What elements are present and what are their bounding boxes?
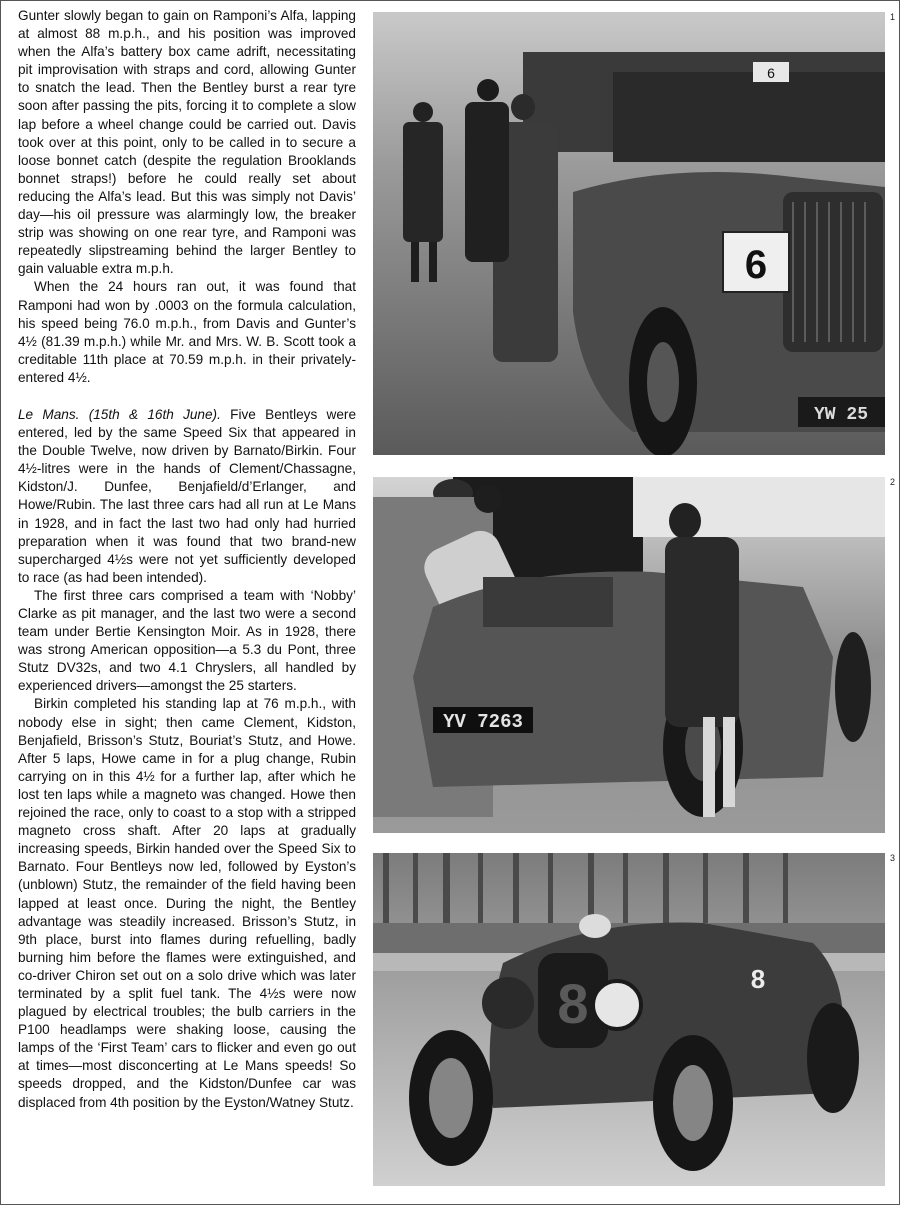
paragraph-3: Five Bentleys were entered, led by the same Speed Six that appeared in the Double Twelve, now driven by Barnato/Birkin. Four 4½-litres were in the hands of Clement/Chassagne, Kidston/J. Dunfee, Benjafield/d’Erlanger, and Howe/Rubin. The last three cars had all run at Le Mans in 1928, and in fact the last two had only had hurried preparation when it was found that two brand-new supercharged 4½s were not yet sufficiently developed to race (as had been intended).: [18, 406, 357, 585]
paragraph-1: Gunter slowly began to gain on Ramponi’s Alfa, lapping at almost 88 m.p.h., and his position was improved when the Alfa’s battery box came adrift, necessitating pit improvisation with straps and cord, allowing Gunter to snatch the lead. Then the Bentley burst a rear tyre soon after passing the pits, forcing it to complete a slow lap before a wheel change could be carried out. Davis took over at this point, only to be called in to secure a loose bonnet catch (despite the regulation Brooklands bonnet straps!) before he could really set about reducing the Alfa’s lead. But this was simply not Davis’ day—his oil pressure was alarmingly low, the breaker strip was showing on one rear tyre, and Ramponi was repeatedly slipstreaming behind the larger Bentley to gain valuable extra m.p.h.: [18, 8, 356, 277]
car-number-8: 8: [750, 964, 766, 994]
photo-number-3: 3: [890, 853, 896, 863]
photo-1-image: [373, 12, 885, 455]
paragraph-4: The first three cars comprised a team with ‘Nobby’ Clarke as pit manager, and the last two were a second team under Bertie Kensington Moir. As in 1928, there was strong American opposition—a 5.3 du Pont, three Stutz DV32s, and two 4.1 Chryslers, all handled by experienced drivers—amongst the 25 starters.: [18, 587, 356, 694]
photo-3-racing: [373, 853, 885, 1186]
plate-yw25: YW 25: [813, 405, 869, 425]
paragraph-5: Birkin completed his standing lap at 76 m.p.h., with nobody else in sight; then came Clement, Kidston, Benjafield, Brisson’s Stutz, Bouriat’s Stutz, and Howe. After 5 laps, Howe came in for a plug change, Rubin carrying on in this 4½ for a further lap, after which he lost ten laps while a magneto was changed. Howe then rejoined the race, only to coast to a stop with a stripped magneto cross shaft. After 20 laps at gradually increasing speeds, Birkin handed over the Speed Six to Barnato. Four Bentleys now led, followed by Eyston’s (unblown) Stutz, the remainder of the field having been lapped at least once. During the night, the Bentley advantage was steadily increased. Brisson’s Stutz, in 9th place, burst into flames during refuelling, badly burning him before the flames were extinguished, and co-driver Chiron set out on a solo drive which was later terminated by a split fuel tank. The 4½s were now plagued by electrical troubles; the bulb carriers in the P100 headlamps were shaking loose, causing the lamps of the ‘First Team’ cars to flicker and even go out at times—most disconcerting at Le Mans speeds! So speeds dropped, and the Kidston/Dunfee car was displaced from 4th position by the Eyston/Watney Stutz.: [18, 696, 356, 1110]
article-text-column: [18, 7, 356, 1112]
photo-2-refuelling: [373, 477, 885, 833]
photo-2-image: [373, 477, 885, 833]
photo-3-image: [373, 853, 885, 1186]
photo-number-2: 2: [890, 477, 896, 487]
car-number-6: 6: [744, 243, 768, 287]
photo-1-pit-scene: [373, 12, 885, 455]
le-mans-paragraph: [18, 406, 356, 587]
paragraph-2: When the 24 hours ran out, it was found that Ramponi had won by .0003 on the formula calculation, his speed being 76.0 m.p.h., from Davis and Gunter’s 4½ (81.39 m.p.h.) while Mr. and Mrs. W. B. Scott took a creditable 11th place at 70.59 m.p.h. in their privately-entered 4½.: [18, 279, 356, 385]
svg-text:6: 6: [767, 65, 775, 81]
plate-yv7263: YV 7263: [443, 711, 523, 733]
section-heading: Le Mans. (15th & 16th June).: [18, 406, 221, 422]
photo-number-1: 1: [890, 12, 896, 22]
svg-text:8: 8: [557, 972, 589, 1035]
